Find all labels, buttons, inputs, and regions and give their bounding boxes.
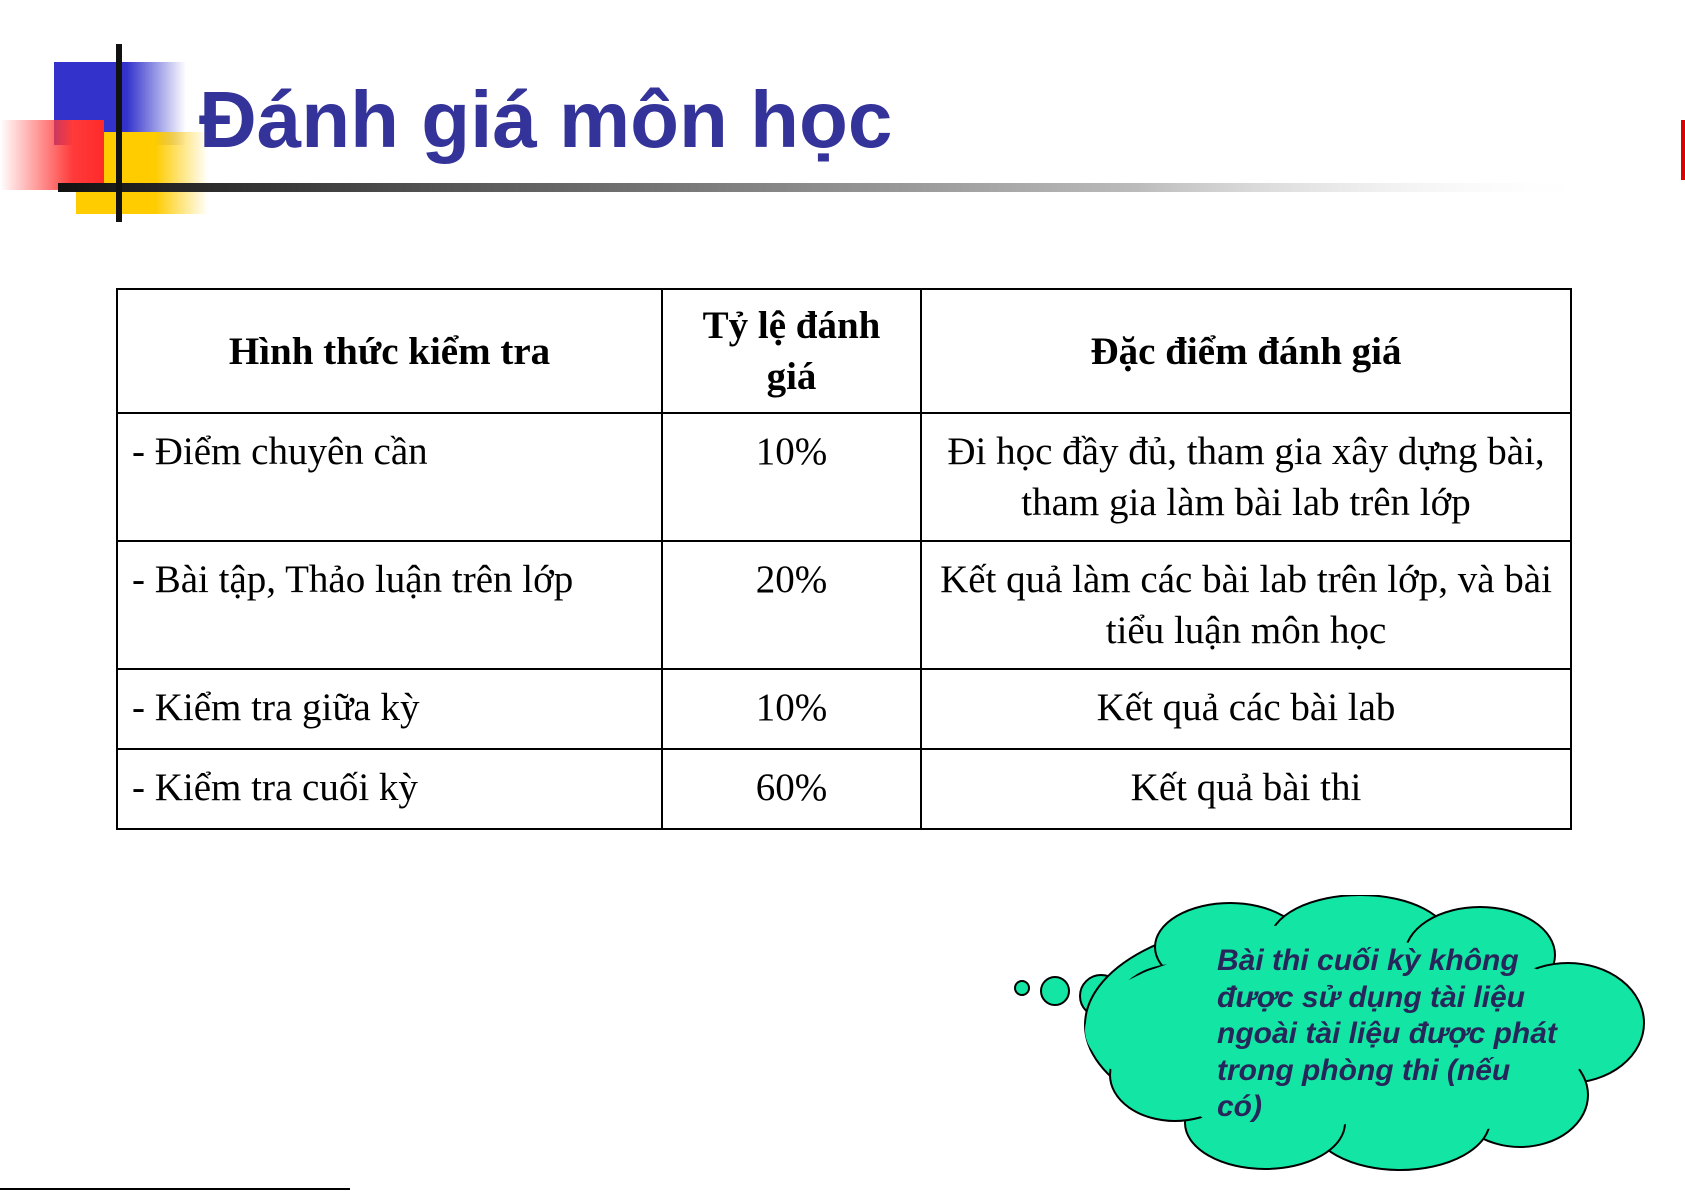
header-criteria: Đặc điểm đánh giá	[921, 289, 1571, 413]
thought-bubble-small	[1015, 981, 1029, 995]
header-ratio: Tỷ lệ đánh giá	[662, 289, 921, 413]
deco-vertical-line	[116, 44, 122, 222]
callout-text: Bài thi cuối kỳ không được sử dụng tài liệu ngoài tài liệu được phát trong phòng thi (nếu có)	[1217, 944, 1557, 1123]
table-row	[117, 749, 1571, 829]
page-title: Đánh giá môn học	[199, 75, 893, 164]
cell-form: - Điểm chuyên cần	[117, 413, 662, 541]
table-row	[117, 541, 1571, 669]
table-header-row	[117, 289, 1571, 413]
table-row	[117, 413, 1571, 541]
cell-form: - Kiểm tra cuối kỳ	[117, 749, 662, 829]
deco-red-square	[0, 120, 104, 190]
cell-criteria: Kết quả các bài lab	[921, 669, 1571, 749]
cell-criteria: Kết quả làm các bài lab trên lớp, và bài tiểu luận môn học	[921, 541, 1571, 669]
cell-criteria: Đi học đầy đủ, tham gia xây dựng bài, tham gia làm bài lab trên lớp	[921, 413, 1571, 541]
evaluation-table	[116, 288, 1572, 830]
deco-edge-mark	[1681, 120, 1685, 180]
table-row	[117, 669, 1571, 749]
cell-ratio: 10%	[662, 413, 921, 541]
footer-divider	[0, 1188, 350, 1190]
header-form: Hình thức kiểm tra	[117, 289, 662, 413]
cell-form: - Kiểm tra giữa kỳ	[117, 669, 662, 749]
cell-ratio: 60%	[662, 749, 921, 829]
deco-horizontal-line	[58, 183, 1598, 192]
cell-criteria: Kết quả bài thi	[921, 749, 1571, 829]
cell-ratio: 10%	[662, 669, 921, 749]
cell-form: - Bài tập, Thảo luận trên lớp	[117, 541, 662, 669]
cell-ratio: 20%	[662, 541, 921, 669]
thought-bubble-medium	[1041, 977, 1069, 1005]
